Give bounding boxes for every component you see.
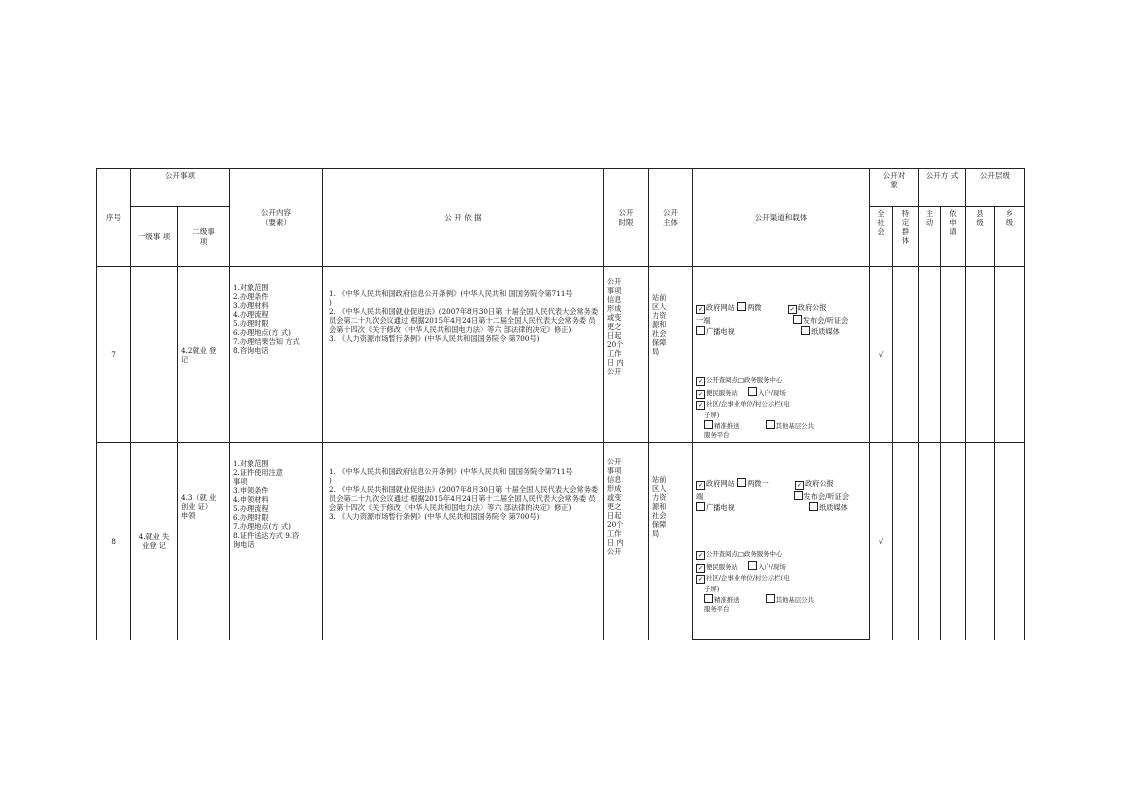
row-channel [693, 443, 870, 640]
channel-public-access: 公开查阅点□政务服务中心 [706, 376, 783, 384]
row-basis: 1. 《中华人民共和国政府信息公开条例》(中华人民共和 国国务院令第711号 ) 2. 《中华人民共和国就业促进法》(2007年8月30日第 十届全国人民代表大会常务委员会第二十九次会议通过 根据2015年4月24日第十二届全国人民代表大会常务委 员会第十四次《关于修改〈中华人民共和国电力法〉等六 部法律的决定》修正) 3. 《人力资源市场暂行条例》(中华人民共和国国务院令 第700号) [323, 443, 604, 640]
row-method-apply [941, 267, 966, 443]
checkbox-icon [794, 491, 803, 500]
row-basis: 1. 《中华人民共和国政府信息公开条例》(中华人民共和 国国务院令第711号 ) 2. 《中华人民共和国就业促进法》(2007年8月30日第 十届全国人民代表大会常务委员会第二十九次会议通过 根据2015年4月24日第十二届全国人民代表大会常务委 员会第十四次《关于修改〈中华人民共和国电力法〉等六 部法律的决定》修正) 3. 《人力资源市场暂行条例》(中华人民共和国国务院令 第700号) [323, 267, 604, 443]
channel-gov-gazette: 政府公报 [797, 303, 827, 312]
channel-service-station: 便民服务站 [706, 563, 738, 571]
channel-service-platform: 服务平台 [704, 431, 730, 439]
header-channel: 公开渠道和载体 [693, 169, 870, 267]
channel-print-media: 纸质媒体 [811, 327, 840, 336]
channel-precise-push: 精准推送 [714, 596, 740, 604]
row-subject: 站前 区人 力资 源和 社会 保障 局 [649, 443, 693, 640]
checkbox-icon [766, 420, 775, 429]
channel-other-public: 其他基层公共 [775, 422, 814, 430]
channel-broadcast-tv: 广播电视 [706, 327, 735, 336]
row-method-active [919, 443, 941, 640]
channel-line [696, 420, 866, 430]
channel-public-access: 公开查阅点□政务服务中心 [706, 550, 783, 558]
channel-bulletin-board: 社区/企事业单位/村公示栏(电 [706, 574, 790, 582]
channel-line [696, 561, 866, 573]
channel-line [696, 315, 866, 325]
checkbox-icon [793, 315, 802, 324]
row-target-specific [893, 443, 919, 640]
channel-print-media: 纸质媒体 [819, 503, 848, 512]
header-level-township: 乡 级 [995, 207, 1025, 267]
row-target-specific [893, 267, 919, 443]
header-time-limit: 公开 时限 [604, 169, 649, 267]
channel-service-station: 便民服务站 [706, 389, 738, 397]
header-method-active: 主 动 [919, 207, 941, 267]
row-level-township [995, 443, 1025, 640]
row-target-all: √ [870, 443, 893, 640]
row-level-township [995, 267, 1025, 443]
channel-gov-website: 政府网站 [706, 479, 735, 488]
row-method-apply [941, 443, 966, 640]
row-level1 [131, 267, 178, 443]
channel-line [696, 387, 866, 399]
row-seq: 8 [97, 443, 131, 640]
channel-other-public: 其他基层公共 [775, 596, 814, 604]
checkbox-checked-icon: ✓ [697, 378, 704, 385]
checkbox-checked-icon: ✓ [697, 482, 704, 489]
channel-press-conference: 发布会/听证会 [803, 492, 850, 501]
row-target-all: √ [870, 267, 893, 443]
channel-line [696, 550, 866, 560]
header-method: 公开方 式 [919, 169, 966, 207]
row-subject: 站前 区人 力资 源和 社会 保障 局 [649, 267, 693, 443]
channel-door-to-door: 入户/现场 [758, 563, 786, 571]
row-level-county [966, 443, 995, 640]
channel-one-end: 一端 [696, 316, 711, 325]
header-level2: 二级事 项 [178, 207, 230, 267]
table-row [97, 443, 1025, 640]
checkbox-icon [704, 594, 713, 603]
row-level2: 4.3（就 业 创业 证） 申领 [178, 443, 230, 640]
channel-service-platform: 服务平台 [704, 605, 730, 613]
header-seq: 序号 [97, 169, 131, 267]
channel-two-micro: 两微 [747, 303, 762, 312]
header-level1: 一级事 项 [131, 207, 178, 267]
checkbox-icon [748, 561, 757, 570]
header-row-1 [97, 169, 1025, 207]
header-basis: 公 开 依 据 [323, 169, 604, 267]
row-content: 1.对象范围 2.办理条件 3.办理材料 4.办理流程 5.办理时限 6.办理地点(方 式) 7.办理结果告知 方式 8.咨询电话 [230, 267, 323, 443]
checkbox-checked-icon: ✓ [697, 565, 704, 572]
channel-precise-push: 精准推送 [714, 422, 740, 430]
checkbox-icon [748, 387, 757, 396]
row-level2: 4.2就业 登 记 [178, 267, 230, 443]
table-row [97, 267, 1025, 443]
channel-door-to-door: 入户/现场 [758, 389, 786, 397]
checkbox-checked-icon: ✓ [697, 576, 704, 583]
channel-line [696, 478, 866, 490]
checkbox-checked-icon: ✓ [697, 552, 704, 559]
checkbox-icon [696, 502, 705, 511]
header-matter: 公开事项 [131, 169, 230, 207]
row-method-active [919, 267, 941, 443]
header-level-county: 县 级 [966, 207, 995, 267]
channel-one-end: 端 [696, 492, 704, 501]
checkbox-icon [766, 594, 775, 603]
checkbox-icon [737, 478, 746, 487]
row-level-county [966, 267, 995, 443]
checkbox-checked-icon: ✓ [697, 402, 704, 409]
row-channel [693, 267, 870, 443]
header-target: 公开对 象 [870, 169, 919, 207]
channel-line [696, 574, 866, 584]
channel-line [696, 376, 866, 386]
channel-line [696, 302, 866, 314]
channel-e-screen: 子屏) [704, 411, 720, 419]
checkbox-icon [696, 326, 705, 335]
row-time-limit: 公开 事项 信息 形成 或变 更之 日起 20个 工作 日 内 公开 [604, 267, 649, 443]
row-seq: 7 [97, 267, 131, 443]
channel-line [696, 400, 866, 410]
checkbox-checked-icon: ✓ [697, 306, 704, 313]
checkbox-checked-icon: ✓ [697, 391, 704, 398]
header-content: 公开内容 （要素） [230, 169, 323, 267]
channel-gov-gazette: 政府公报 [804, 479, 834, 488]
checkbox-checked-icon: ✓ [789, 306, 795, 313]
channel-gov-website: 政府网站 [706, 303, 735, 312]
channel-bulletin-board: 社区/企事业单位/村公示栏(电 [706, 400, 790, 408]
channel-press-conference: 发布会/听证会 [802, 316, 849, 325]
checkbox-icon [704, 420, 713, 429]
row-time-limit: 公开 事项 信息 形成 或变 更之 日起 20个 工作 日 内 公开 [604, 443, 649, 640]
channel-line [696, 326, 866, 336]
channel-line [696, 491, 866, 501]
header-level: 公开层级 [966, 169, 1025, 207]
channel-line [696, 502, 866, 512]
channel-e-screen: 子屏) [704, 585, 720, 593]
checkbox-checked-icon: ✓ [796, 482, 802, 489]
channel-two-micro: 两微一 [747, 479, 769, 488]
row-content: 1.对象范围 2.证件使用注意 事项 3.申领条件 4.申领材料 5.办理流程 6.办理时限 7.办理地点(方 式) 8.证件送达方式 9.咨 询电话 [230, 443, 323, 640]
header-target-all: 全 社 会 [870, 207, 893, 267]
header-target-specific: 特 定 群 体 [893, 207, 919, 267]
channel-broadcast-tv: 广播电视 [706, 503, 735, 512]
channel-line [696, 594, 866, 604]
checkbox-icon [809, 502, 818, 511]
checkbox-icon [737, 302, 746, 311]
row-level1: 4.就业 失 业登 记 [131, 443, 178, 640]
header-method-apply: 依 申 请 [941, 207, 966, 267]
disclosure-table [96, 168, 1025, 640]
checkbox-icon [801, 326, 810, 335]
header-subject: 公开 主体 [649, 169, 693, 267]
